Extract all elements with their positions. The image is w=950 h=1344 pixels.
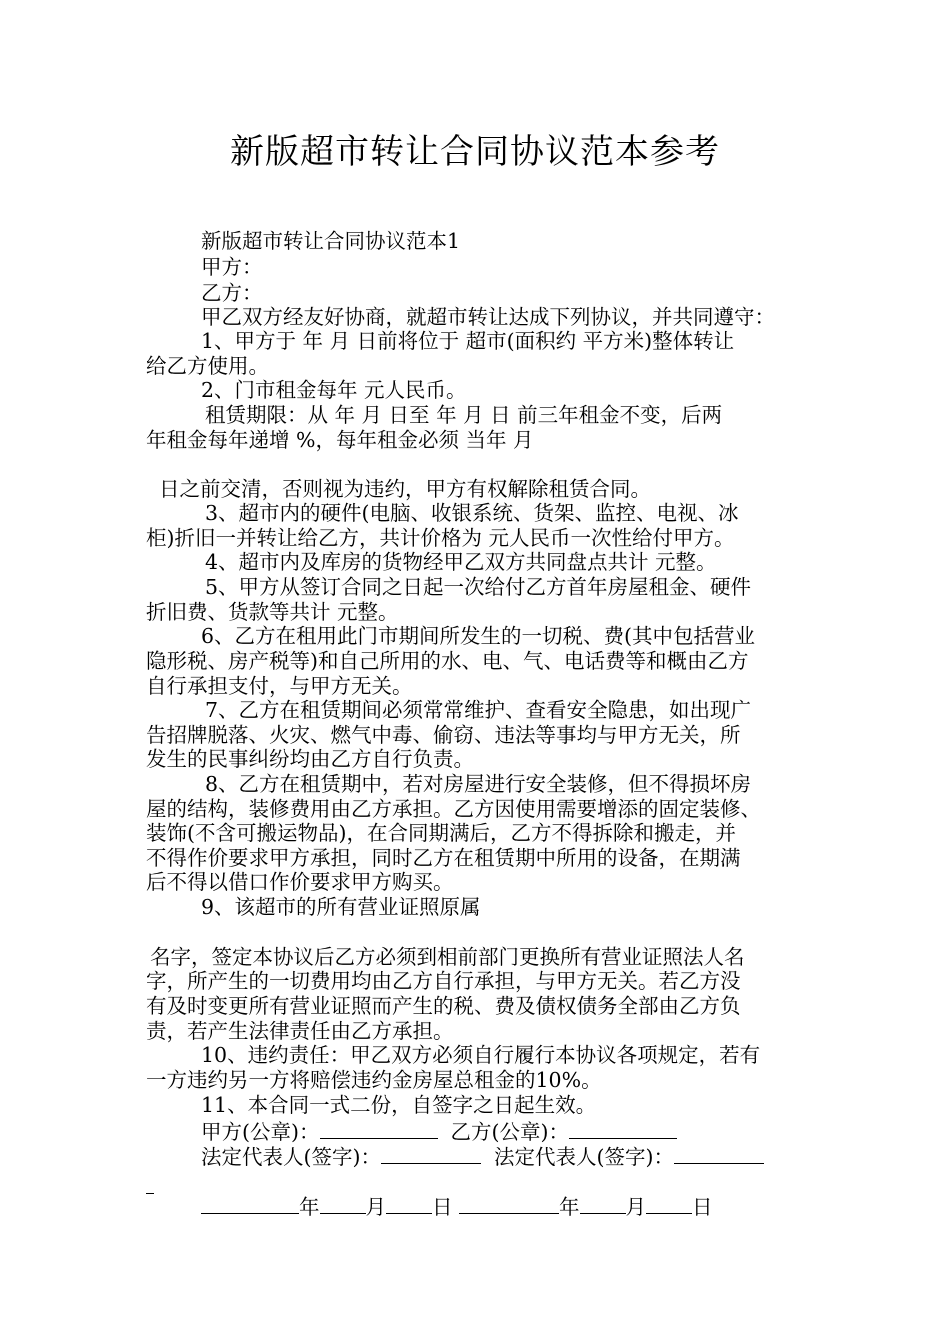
text-line: 11、本合同一式二份，自签字之日起生效。 xyxy=(201,1093,597,1117)
party-a-seal-blank[interactable] xyxy=(320,1120,438,1139)
text-line: 1、甲方于 年 月 日前将位于 超市(面积约 平方米)整体转让 xyxy=(201,329,735,353)
text-line: 名字，签定本协议后乙方必须到相前部门更换所有营业证照法人名 xyxy=(150,945,745,969)
party-b-seal-label: 乙方(公章)： xyxy=(450,1120,570,1144)
text-line: 日之前交清，否则视为违约，甲方有权解除租赁合同。 xyxy=(159,477,651,501)
text-line: 有及时变更所有营业证照而产生的税、费及债权债务全部由乙方负 xyxy=(146,994,741,1018)
text-line: 折旧费、货款等共计 元整。 xyxy=(146,600,399,624)
year-b-blank[interactable] xyxy=(459,1195,559,1214)
text-line: 隐形税、房产税等)和自己所用的水、电、气、电话费等和概由乙方 xyxy=(146,649,749,673)
month-b-label: 月 xyxy=(625,1195,647,1219)
text-line: 10、违约责任：甲乙双方必须自行履行本协议各项规定，若有 xyxy=(201,1043,761,1067)
text-line: 新版超市转让合同协议范本1 xyxy=(201,229,461,253)
text-line: 乙方： xyxy=(201,281,263,305)
text-line: 屋的结构，装修费用由乙方承担。乙方因使用需要增添的固定装修、 xyxy=(146,797,761,821)
text-line: 年租金每年递增 %，每年租金必须 当年 月 xyxy=(146,428,534,452)
text-line: 一方违约另一方将赔偿违约金房屋总租金的10%。 xyxy=(146,1068,602,1092)
month-a-blank[interactable] xyxy=(320,1195,366,1214)
signature-row-date xyxy=(201,1194,713,1220)
text-line: 柜)折旧一并转让给乙方，共计价格为 元人民币一次性给付甲方。 xyxy=(146,526,735,550)
text-line: 告招牌脱落、火灾、燃气中毒、偷窃、违法等事均与甲方无关，所 xyxy=(146,723,741,747)
month-a-label: 月 xyxy=(365,1195,386,1219)
text-line: 字，所产生的一切费用均由乙方自行承担，与甲方无关。若乙方没 xyxy=(146,969,741,993)
day-a-blank[interactable] xyxy=(386,1195,432,1214)
text-line: 给乙方使用。 xyxy=(146,354,269,378)
text-line: 装饰(不含可搬运物品)，在合同期满后，乙方不得拆除和搬走，并 xyxy=(146,821,736,845)
year-a-label: 年 xyxy=(299,1195,320,1219)
text-line: 不得作价要求甲方承担，同时乙方在租赁期中所用的设备，在期满 xyxy=(146,846,741,870)
rep-a-blank[interactable] xyxy=(381,1145,481,1164)
text-line: 自行承担支付，与甲方无关。 xyxy=(146,674,413,698)
text-line: 9、该超市的所有营业证照原属 xyxy=(201,895,481,919)
text-line: 发生的民事纠纷均由乙方自行负责。 xyxy=(146,747,474,771)
text-line: 3、超市内的硬件(电脑、收银系统、货架、监控、电视、冰 xyxy=(205,501,739,525)
day-b-blank[interactable] xyxy=(646,1195,692,1214)
signature-row-seal xyxy=(201,1119,677,1145)
continuation-dash xyxy=(146,1193,154,1194)
text-line: 2、门市租金每年 元人民币。 xyxy=(201,378,467,402)
month-b-blank[interactable] xyxy=(580,1195,626,1214)
day-a-label: 日 xyxy=(432,1195,453,1219)
rep-b-label: 法定代表人(签字)： xyxy=(494,1145,675,1169)
text-line: 5、甲方从签订合同之日起一次给付乙方首年房屋租金、硬件 xyxy=(205,575,752,599)
text-line: 责，若产生法律责任由乙方承担。 xyxy=(146,1019,454,1043)
year-b-label: 年 xyxy=(559,1195,580,1219)
year-a-blank[interactable] xyxy=(201,1195,299,1214)
text-line: 甲方： xyxy=(201,255,263,279)
document-title: 新版超市转让合同协议范本参考 xyxy=(230,132,720,172)
day-b-label: 日 xyxy=(692,1195,713,1219)
text-line: 后不得以借口作价要求甲方购买。 xyxy=(146,870,454,894)
text-line: 7、乙方在租赁期间必须常常维护、查看安全隐患，如出现广 xyxy=(205,698,752,722)
text-line: 租赁期限：从 年 月 日至 年 月 日 前三年租金不变，后两 xyxy=(205,403,723,427)
text-line: 4、超市内及库房的货物经甲乙双方共同盘点共计 元整。 xyxy=(205,550,717,574)
text-line: 8、乙方在租赁期中，若对房屋进行安全装修，但不得损坏房 xyxy=(205,772,752,796)
party-a-seal-label: 甲方(公章)： xyxy=(201,1120,320,1144)
rep-b-blank[interactable] xyxy=(674,1145,764,1164)
rep-a-label: 法定代表人(签字)： xyxy=(201,1145,381,1169)
party-b-seal-blank[interactable] xyxy=(569,1120,677,1139)
text-line: 甲乙双方经友好协商，就超市转让达成下列协议，并共同遵守： xyxy=(201,305,775,329)
signature-row-rep xyxy=(201,1144,764,1170)
text-line: 6、乙方在租用此门市期间所发生的一切税、费(其中包括营业 xyxy=(201,624,756,648)
